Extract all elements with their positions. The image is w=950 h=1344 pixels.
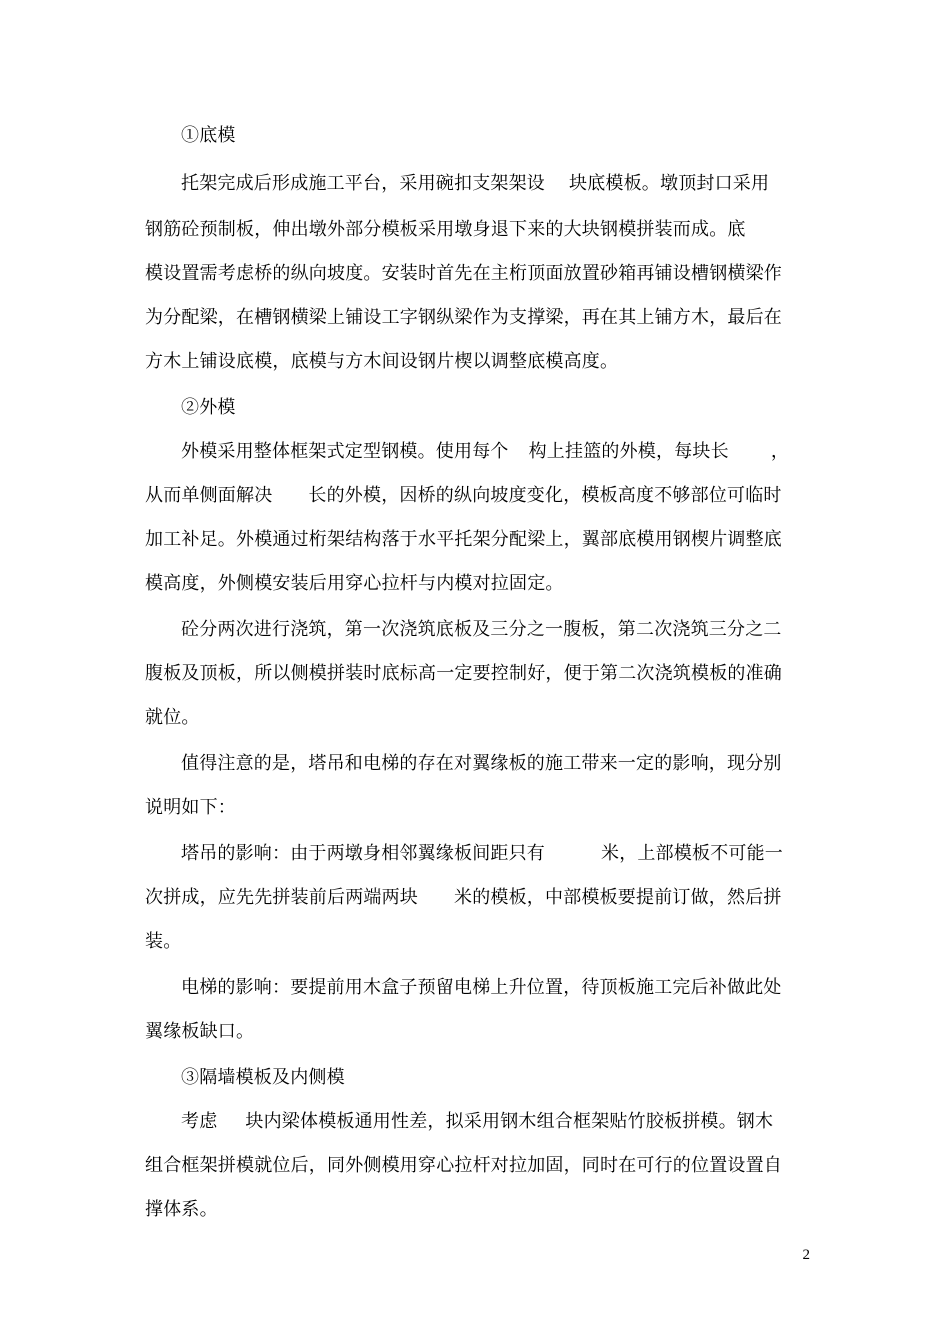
text-run: 从而单侧面解决	[145, 485, 273, 506]
text-run: 考虑	[181, 1111, 218, 1132]
paragraph-line: 电梯的影响：要提前用木盒子预留电梯上升位置，待顶板施工完后补做此处	[181, 977, 782, 998]
paragraph-line	[181, 172, 810, 196]
text-run: 塔吊的影响：由于两墩身相邻翼缘板间距只有	[181, 843, 545, 864]
paragraph-line: 砼分两次进行浇筑，第一次浇筑底板及三分之一腹板，第二次浇筑三分之二	[181, 619, 782, 640]
text-run: ，	[770, 441, 790, 462]
paragraph-line: 翼缘板缺口。	[145, 1021, 255, 1042]
paragraph-line: 值得注意的是，塔吊和电梯的存在对翼缘板的施工带来一定的影响，现分别	[181, 753, 782, 774]
paragraph-line	[145, 886, 810, 910]
text-run: 托架完成后形成施工平台，采用碗扣支架架设	[181, 173, 545, 194]
text-run: 米的模板，中部模板要提前订做，然后拼	[454, 887, 782, 908]
paragraph-line: 钢筋砼预制板，伸出墩外部分模板采用墩身退下来的大块钢模拼装而成。底	[145, 219, 746, 240]
section-heading-bottom-form: ①底模	[181, 125, 236, 146]
paragraph-line: 说明如下：	[145, 797, 236, 818]
page-number: 2	[802, 1247, 810, 1263]
text-run: 构上挂篮的外模，每块长	[528, 441, 729, 462]
paragraph-line: 就位。	[145, 707, 200, 728]
text-run: 块底模板。墩顶封口采用	[569, 173, 770, 194]
paragraph-line: 模高度，外侧模安装后用穿心拉杆与内模对拉固定。	[145, 573, 564, 594]
paragraph-line: 加工补足。外模通过桁架结构落于水平托架分配梁上，翼部底模用钢楔片调整底	[145, 529, 782, 550]
section-heading-partition-form: ③隔墙模板及内侧模	[181, 1067, 345, 1088]
paragraph-line: 为分配梁，在槽钢横梁上铺设工字钢纵梁作为支撑梁，再在其上铺方木，最后在	[145, 307, 782, 328]
paragraph-line: 腹板及顶板，所以侧模拼装时底标高一定要控制好，便于第二次浇筑模板的准确	[145, 663, 782, 684]
paragraph-line	[181, 440, 810, 464]
text-run: 次拼成，应先先拼装前后两端两块	[145, 887, 418, 908]
paragraph-line: 撑体系。	[145, 1199, 218, 1220]
paragraph-line: 方木上铺设底模，底模与方木间设钢片楔以调整底模高度。	[145, 351, 619, 372]
paragraph-line	[181, 1110, 810, 1134]
paragraph-line: 模设置需考虑桥的纵向坡度。安装时首先在主桁顶面放置砂箱再铺设槽钢横梁作	[145, 263, 782, 284]
paragraph-line	[145, 484, 810, 508]
text-run: 外模采用整体框架式定型钢模。使用每个	[181, 441, 509, 462]
text-run: 长的外模，因桥的纵向坡度变化，模板高度不够部位可临时	[308, 485, 782, 506]
paragraph-line: 组合框架拼模就位后，同外侧模用穿心拉杆对拉加固，同时在可行的位置设置自	[145, 1155, 782, 1176]
text-run: 块内梁体模板通用性差，拟采用钢木组合框架贴竹胶板拼模。钢木	[245, 1111, 774, 1132]
section-heading-outer-form: ②外模	[181, 397, 236, 418]
paragraph-line	[181, 842, 810, 866]
paragraph-line: 装。	[145, 931, 182, 952]
text-run: 米，上部模板不可能一	[601, 843, 783, 864]
